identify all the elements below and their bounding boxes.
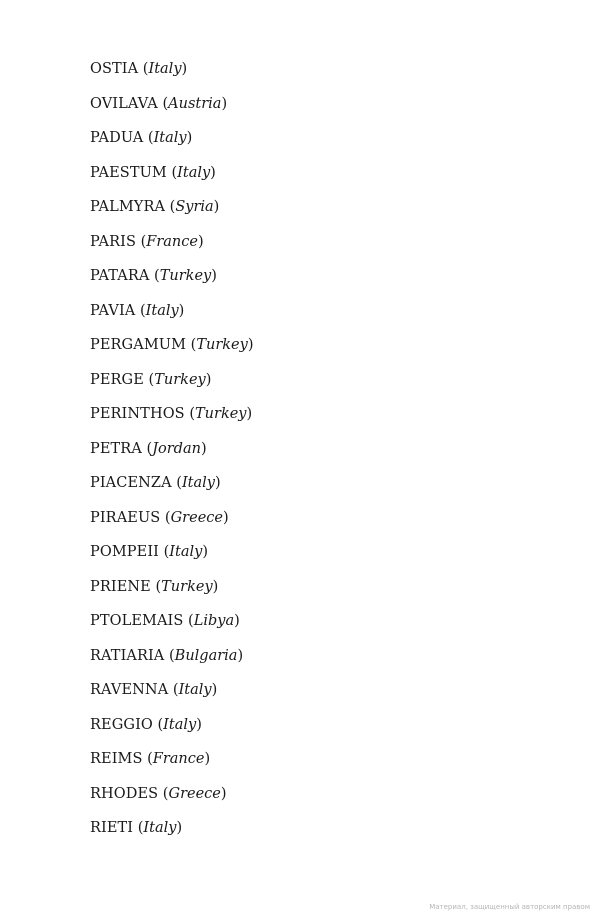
open-paren: (	[142, 751, 153, 767]
place-entry	[90, 816, 254, 851]
open-paren: (	[133, 820, 144, 836]
country-name: Italy	[178, 682, 212, 698]
close-paren: )	[214, 475, 221, 491]
close-paren: )	[222, 509, 229, 526]
open-paren: (	[168, 682, 179, 698]
city-name: PERGAMUM	[90, 337, 187, 353]
city-name: REIMS	[90, 751, 143, 767]
close-paren: )	[204, 751, 211, 767]
place-entry	[90, 57, 254, 92]
city-name: PRIENE	[90, 578, 151, 595]
place-entry	[90, 540, 254, 575]
open-paren: (	[152, 716, 164, 733]
open-paren: (	[166, 164, 178, 181]
open-paren: (	[171, 475, 182, 491]
place-entry	[90, 333, 254, 368]
country-name: Italy	[181, 475, 215, 491]
open-paren: (	[186, 337, 197, 353]
country-name: France	[146, 233, 198, 250]
place-entry	[90, 402, 254, 437]
city-name: PERINTHOS	[90, 406, 185, 422]
city-name: PETRA	[90, 440, 142, 457]
country-name: Turkey	[195, 406, 247, 422]
place-entry	[90, 299, 254, 334]
country-name: Italy	[177, 164, 211, 181]
place-entry	[90, 575, 254, 610]
city-name: RAVENNA	[90, 682, 169, 698]
close-paren: )	[246, 406, 253, 422]
country-name: Syria	[175, 199, 214, 215]
open-paren: (	[159, 544, 170, 560]
close-paren: )	[234, 613, 240, 629]
close-paren: )	[212, 578, 219, 595]
city-name: PAESTUM	[90, 164, 167, 181]
close-paren: )	[181, 61, 188, 77]
city-name: PADUA	[90, 130, 144, 146]
country-name: Italy	[145, 302, 179, 319]
city-name: PARIS	[90, 233, 136, 250]
open-paren: (	[141, 440, 153, 457]
open-paren: (	[150, 578, 162, 595]
open-paren: (	[158, 785, 169, 802]
country-name: Italy	[143, 820, 177, 836]
place-entry	[90, 644, 254, 679]
place-entry	[90, 747, 254, 782]
close-paren: )	[211, 268, 217, 284]
country-name: Italy	[153, 130, 187, 146]
close-paren: )	[205, 371, 212, 388]
city-name: PIRAEUS	[90, 509, 161, 526]
place-entry	[90, 678, 254, 713]
place-entry	[90, 195, 254, 230]
country-name: Jordan	[152, 440, 201, 457]
city-name: RIETI	[90, 820, 134, 836]
close-paren: )	[178, 302, 185, 319]
city-name: REGGIO	[90, 716, 153, 733]
open-paren: (	[135, 302, 146, 319]
country-name: Italy	[148, 61, 182, 77]
country-name: Turkey	[196, 337, 248, 353]
close-paren: )	[196, 716, 202, 733]
city-name: RHODES	[90, 785, 159, 802]
country-name: Bulgaria	[174, 647, 238, 664]
open-paren: (	[184, 406, 195, 422]
close-paren: )	[221, 95, 228, 112]
place-entry	[90, 437, 254, 472]
place-entry	[90, 368, 254, 403]
place-entry	[90, 230, 254, 265]
close-paren: )	[202, 544, 208, 560]
country-name: Turkey	[161, 578, 213, 595]
place-entry	[90, 782, 254, 817]
open-paren: (	[160, 509, 171, 526]
open-paren: (	[165, 199, 176, 215]
place-entry	[90, 161, 254, 196]
city-name: PERGE	[90, 371, 144, 388]
open-paren: (	[143, 130, 154, 146]
open-paren: (	[164, 647, 175, 664]
city-name: PIACENZA	[90, 475, 172, 491]
place-entry	[90, 264, 254, 299]
close-paren: )	[213, 199, 220, 215]
close-paren: )	[247, 337, 254, 353]
close-paren: )	[176, 820, 183, 836]
city-name: PATARA	[90, 268, 150, 284]
city-name: PAVIA	[90, 302, 136, 319]
city-name: RATIARIA	[90, 647, 165, 664]
city-name: PALMYRA	[90, 199, 166, 215]
country-name: Greece	[168, 785, 221, 802]
country-name: Turkey	[159, 268, 212, 284]
city-name: OSTIA	[90, 61, 139, 77]
close-paren: )	[220, 785, 227, 802]
open-paren: (	[183, 613, 194, 629]
place-entry	[90, 609, 254, 644]
open-paren: (	[143, 371, 155, 388]
place-entry	[90, 126, 254, 161]
place-entry	[90, 713, 254, 748]
country-name: Turkey	[154, 371, 206, 388]
close-paren: )	[237, 647, 244, 664]
country-name: Libya	[193, 613, 235, 629]
open-paren: (	[157, 95, 169, 112]
close-paren: )	[200, 440, 207, 457]
country-name: France	[152, 751, 205, 767]
place-entry	[90, 506, 254, 541]
city-name: OVILAVA	[90, 95, 158, 112]
open-paren: (	[138, 61, 149, 77]
open-paren: (	[135, 233, 147, 250]
close-paren: )	[211, 682, 218, 698]
country-name: Greece	[170, 509, 223, 526]
copyright-watermark: Материал, защищенный авторским правом	[429, 903, 590, 911]
country-name: Italy	[169, 544, 203, 560]
place-list	[90, 57, 254, 851]
place-entry	[90, 92, 254, 127]
city-name: PTOLEMAIS	[90, 613, 184, 629]
close-paren: )	[197, 233, 204, 250]
country-name: Austria	[168, 95, 222, 112]
country-name: Italy	[163, 716, 197, 733]
open-paren: (	[149, 268, 160, 284]
place-entry	[90, 471, 254, 506]
close-paren: )	[186, 130, 193, 146]
city-name: POMPEII	[90, 544, 159, 560]
close-paren: )	[210, 164, 216, 181]
